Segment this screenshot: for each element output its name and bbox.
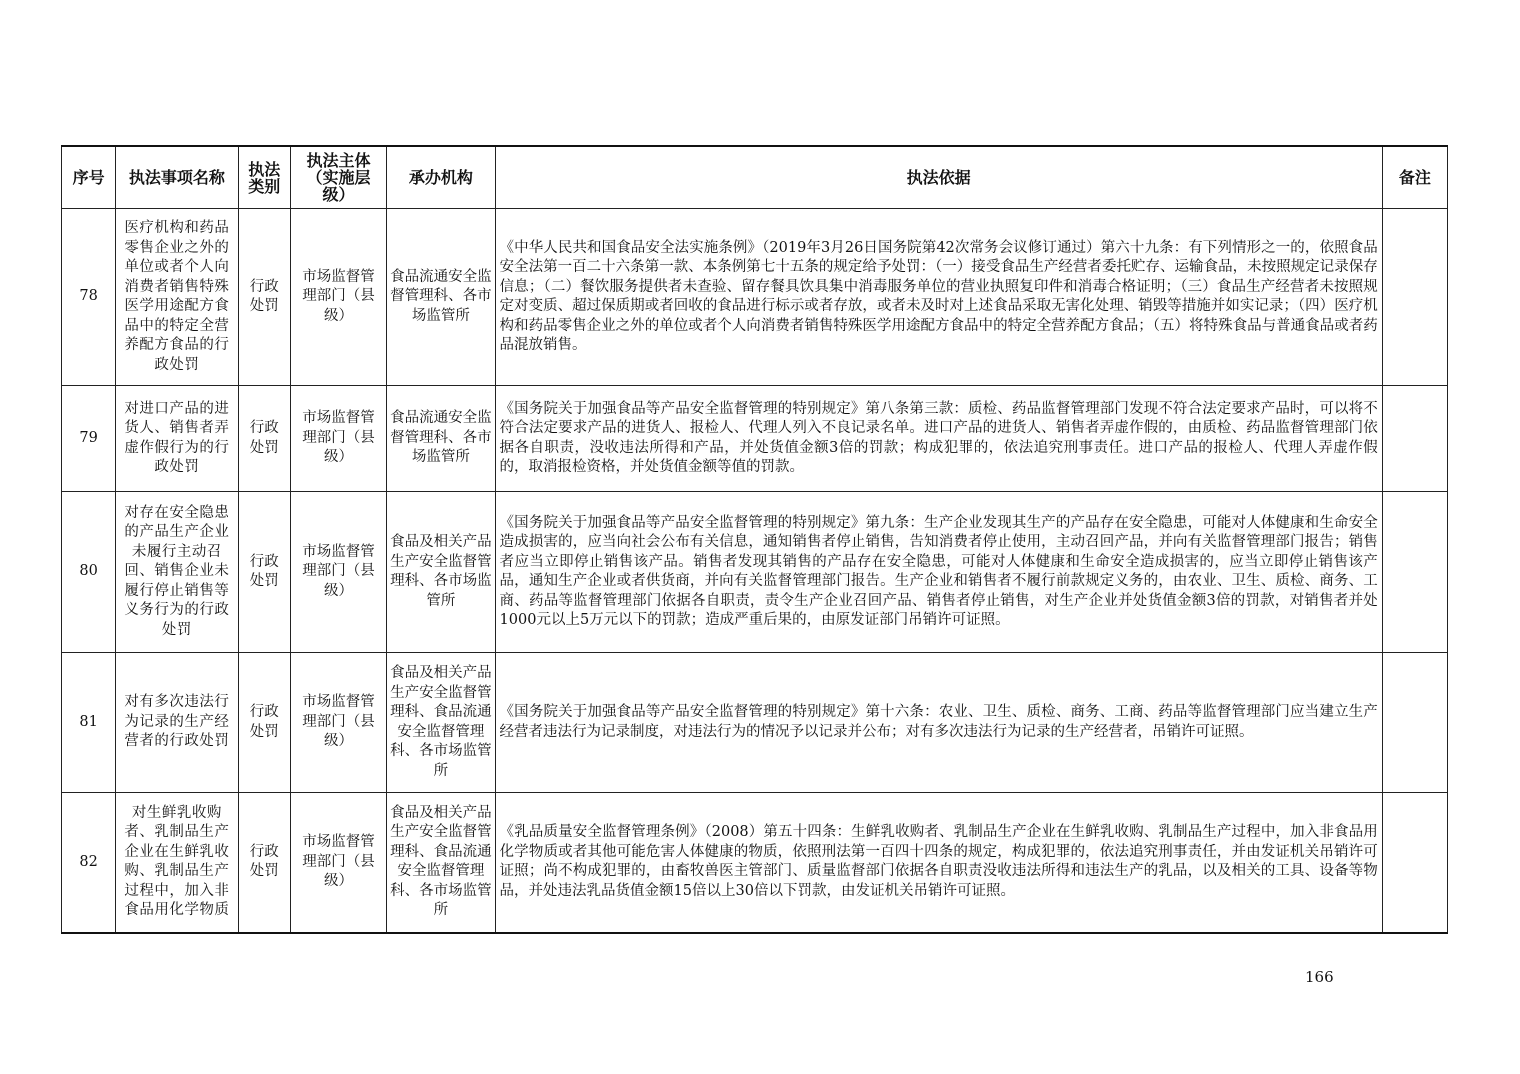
- row-name: 对存在安全隐患的产品生产企业未履行主动召回、销售企业未履行停止销售等义务行为的行政处罚: [116, 492, 238, 653]
- row-department: 市场监督管理部门（县级）: [290, 653, 386, 793]
- row-name: 对生鲜乳收购者、乳制品生产企业在生鲜乳收购、乳制品生产过程中，加入非食品用化学物质: [116, 793, 238, 933]
- header-department: 执法主体（实施层级）: [290, 146, 386, 209]
- row-category: 行政处罚: [238, 386, 290, 492]
- header-organization: 承办机构: [387, 146, 495, 209]
- table-row: [62, 793, 1448, 933]
- row-name: 对有多次违法行为记录的生产经营者的行政处罚: [116, 653, 238, 793]
- row-organization: 食品及相关产品生产安全监督管理科、食品流通安全监督管理科、各市场监管所: [387, 653, 495, 793]
- page-number: 166: [1305, 968, 1334, 986]
- row-num: 80: [62, 492, 116, 653]
- row-category: 行政处罚: [238, 492, 290, 653]
- row-category: 行政处罚: [238, 793, 290, 933]
- header-num: 序号: [62, 146, 116, 209]
- table-row: [62, 209, 1448, 386]
- row-note: [1382, 209, 1447, 386]
- row-department: 市场监督管理部门（县级）: [290, 793, 386, 933]
- row-organization: 食品及相关产品生产安全监督管理科、食品流通安全监督管理科、各市场监管所: [387, 793, 495, 933]
- row-name: 对进口产品的进货人、销售者弄虚作假行为的行政处罚: [116, 386, 238, 492]
- row-num: 81: [62, 653, 116, 793]
- row-organization: 食品流通安全监督管理科、各市场监管所: [387, 386, 495, 492]
- row-basis: 《乳品质量安全监督管理条例》（2008）第五十四条：生鲜乳收购者、乳制品生产企业在生鲜乳收购、乳制品生产过程中，加入非食品用化学物质或者其他可能危害人体健康的物质，依照刑法第一百四十四条的规定，构成犯罪的，依法追究刑事责任，并由发证机关吊销许可证照；尚不构成犯罪的，由畜牧兽医主管部门、质量监督部门依据各自职责没收违法所得和违法生产的乳品，以及相关的工具、设备等物品，并处违法乳品货值金额15倍以上30倍以下罚款，由发证机关吊销许可证照。: [495, 793, 1382, 933]
- row-basis: 《国务院关于加强食品等产品安全监督管理的特别规定》第十六条：农业、卫生、质检、商务、工商、药品等监督管理部门应当建立生产经营者违法行为记录制度，对违法行为的情况予以记录并公布；对有多次违法行为记录的生产经营者，吊销许可证照。: [495, 653, 1382, 793]
- row-department: 市场监督管理部门（县级）: [290, 209, 386, 386]
- row-note: [1382, 492, 1447, 653]
- row-num: 82: [62, 793, 116, 933]
- table-row: [62, 386, 1448, 492]
- row-note: [1382, 793, 1447, 933]
- table-header-row: [62, 146, 1448, 209]
- header-name: 执法事项名称: [116, 146, 238, 209]
- row-num: 78: [62, 209, 116, 386]
- row-category: 行政处罚: [238, 653, 290, 793]
- header-note: 备注: [1382, 146, 1447, 209]
- row-category: 行政处罚: [238, 209, 290, 386]
- row-basis: 《中华人民共和国食品安全法实施条例》（2019年3月26日国务院第42次常务会议修订通过）第六十九条：有下列情形之一的，依照食品安全法第一百二十六条第一款、本条例第七十五条的规定给予处罚：（一）接受食品生产经营者委托贮存、运输食品，未按照规定记录保存信息；（二）餐饮服务提供者未查验、留存餐具饮具集中消毒服务单位的营业执照复印件和消毒合格证明；（三）食品生产经营者未按照规定对变质、超过保质期或者回收的食品进行标示或者存放，或者未及时对上述食品采取无害化处理、销毁等措施并如实记录；（四）医疗机构和药品零售企业之外的单位或者个人向消费者销售特殊医学用途配方食品中的特定全营养配方食品；（五）将特殊食品与普通食品或者药品混放销售。: [495, 209, 1382, 386]
- row-num: 79: [62, 386, 116, 492]
- row-basis: 《国务院关于加强食品等产品安全监督管理的特别规定》第八条第三款：质检、药品监督管理部门发现不符合法定要求产品时，可以将不符合法定要求产品的进货人、报检人、代理人列入不良记录名单。进口产品的进货人、销售者弄虚作假的，由质检、药品监督管理部门依据各自职责，没收违法所得和产品，并处货值金额3倍的罚款；构成犯罪的，依法追究刑事责任。进口产品的报检人、代理人弄虚作假的，取消报检资格，并处货值金额等值的罚款。: [495, 386, 1382, 492]
- header-category: 执法类别: [238, 146, 290, 209]
- header-basis: 执法依据: [495, 146, 1382, 209]
- row-basis: 《国务院关于加强食品等产品安全监督管理的特别规定》第九条：生产企业发现其生产的产品存在安全隐患，可能对人体健康和生命安全造成损害的，应当向社会公布有关信息，通知销售者停止销售，告知消费者停止使用，主动召回产品，并向有关监督管理部门报告；销售者应当立即停止销售该产品。销售者发现其销售的产品存在安全隐患，可能对人体健康和生命安全造成损害的，应当立即停止销售该产品，通知生产企业或者供货商，并向有关监督管理部门报告。生产企业和销售者不履行前款规定义务的，由农业、卫生、质检、商务、工商、药品等监督管理部门依据各自职责，责令生产企业召回产品、销售者停止销售，对生产企业并处货值金额3倍的罚款，对销售者并处1000元以上5万元以下的罚款；造成严重后果的，由原发证部门吊销许可证照。: [495, 492, 1382, 653]
- row-name: 医疗机构和药品零售企业之外的单位或者个人向消费者销售特殊医学用途配方食品中的特定全营养配方食品的行政处罚: [116, 209, 238, 386]
- row-organization: 食品及相关产品生产安全监督管理科、各市场监管所: [387, 492, 495, 653]
- row-note: [1382, 653, 1447, 793]
- row-organization: 食品流通安全监督管理科、各市场监管所: [387, 209, 495, 386]
- row-department: 市场监督管理部门（县级）: [290, 386, 386, 492]
- row-department: 市场监督管理部门（县级）: [290, 492, 386, 653]
- row-note: [1382, 386, 1447, 492]
- enforcement-table: [61, 145, 1448, 934]
- table-row: [62, 653, 1448, 793]
- table-row: [62, 492, 1448, 653]
